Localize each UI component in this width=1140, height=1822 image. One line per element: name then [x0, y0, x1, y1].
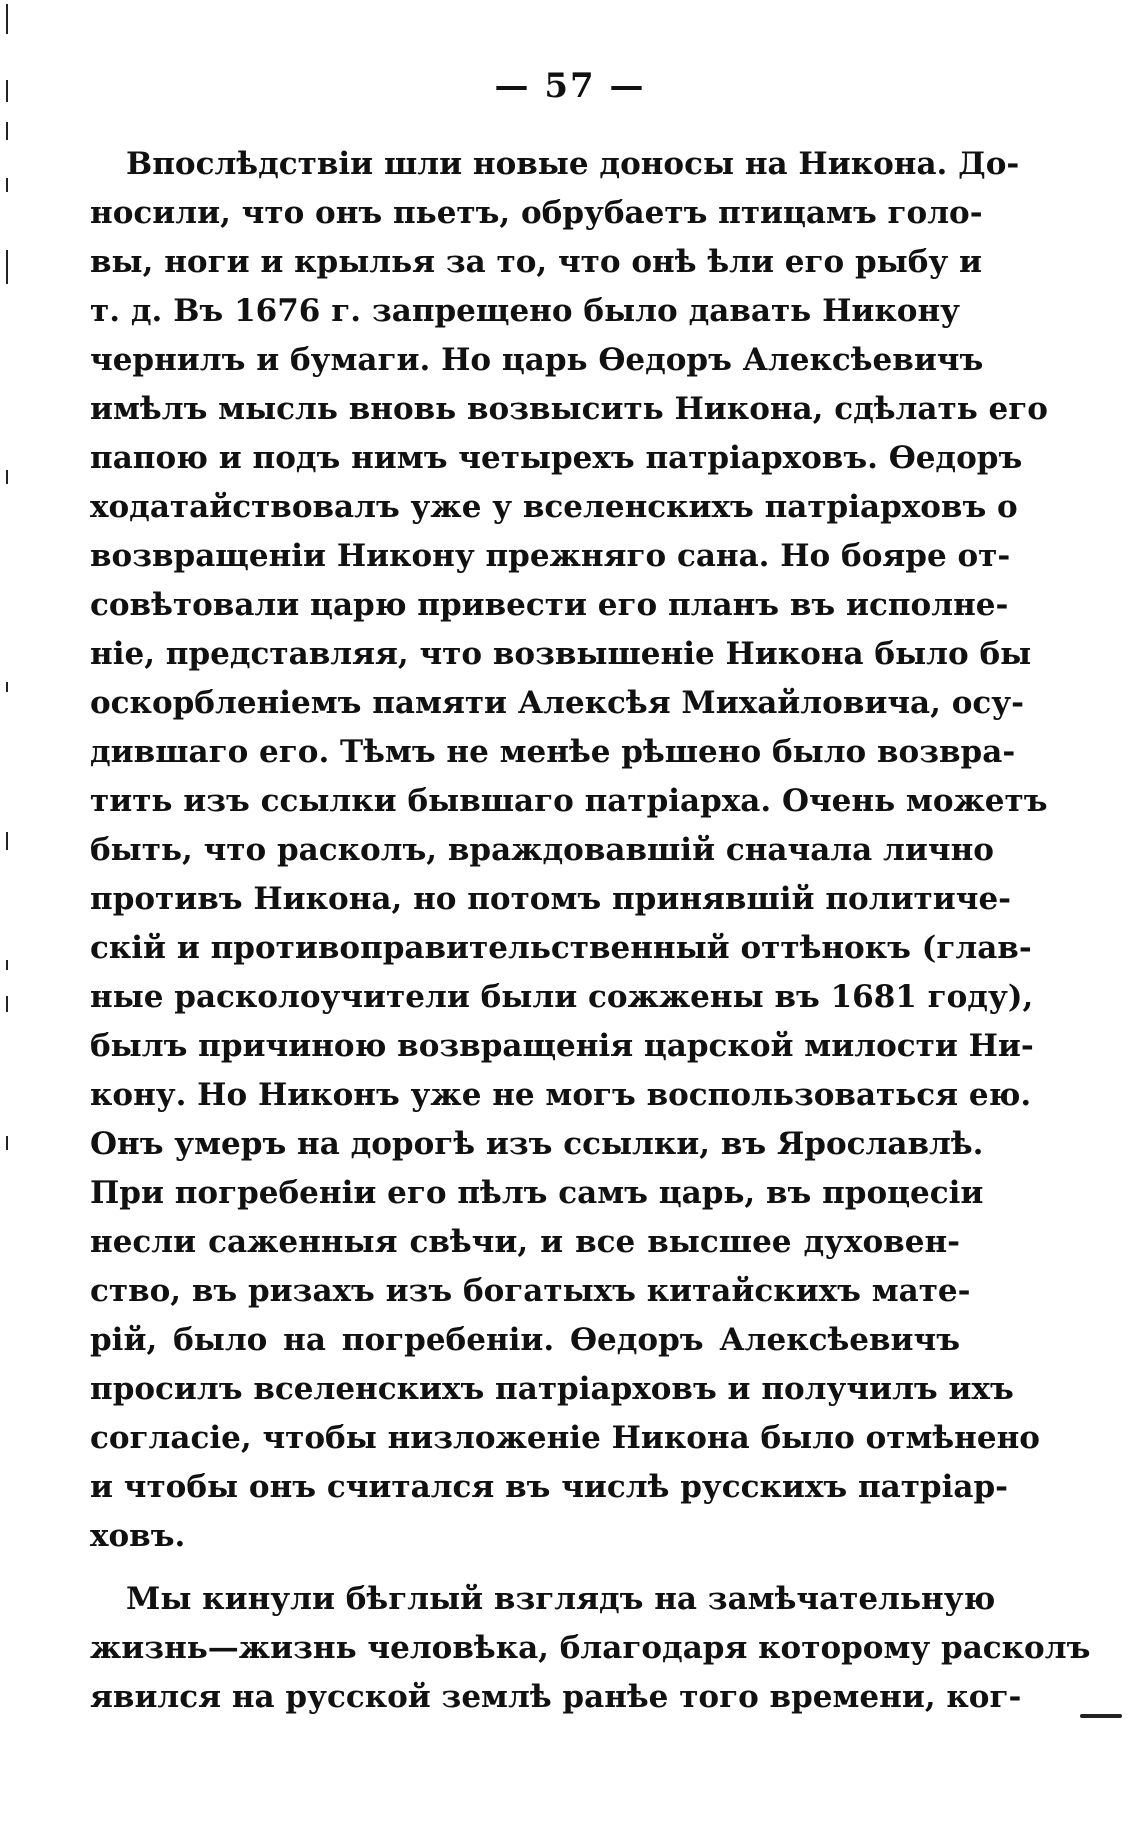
scan-mark [6, 682, 8, 692]
page-number: — 57 — [494, 66, 646, 106]
text-line: рій, было на погребеніи. Ѳедоръ Алексѣевичъ [90, 1322, 960, 1358]
text-line: возвращеніи Никону прежняго сана. Но бояре от- [90, 538, 1011, 574]
text-line: ные расколоучители были сожжены въ 1681 году), [90, 979, 1034, 1015]
text-line: и чтобы онъ считался въ числѣ русскихъ патріар- [90, 1469, 1009, 1505]
text-line: несли саженныя свѣчи, и все высшее духовен- [90, 1224, 960, 1260]
text-line: согласіе, чтобы низложеніе Никона было отмѣнено [90, 1420, 1040, 1456]
scan-margin-marks [0, 0, 20, 1822]
text-line: противъ Никона, но потомъ принявшій политиче- [90, 881, 1012, 917]
text-line: совѣтовали царю привести его планъ въ исполне- [90, 587, 1009, 623]
text-line: скій и противоправительственный оттѣнокъ (глав- [90, 930, 1032, 966]
text-line: жизнь—жизнь человѣка, благодаря которому расколъ [90, 1630, 1091, 1666]
text-line: былъ причиною возвращенія царской милости Ни- [90, 1028, 1034, 1064]
text-line: Впослѣдствіи шли новые доносы на Никона. До- [126, 146, 1020, 182]
text-line: вы, ноги и крылья за то, что онѣ ѣли его рыбу и [90, 244, 983, 280]
scan-mark [6, 996, 8, 1012]
text-line: ховъ. [90, 1518, 186, 1554]
text-line: оскорбленіемъ памяти Алексѣя Михайловича, осу- [90, 685, 1024, 721]
paragraph [90, 1575, 1091, 1722]
text-line: папою и подъ нимъ четырехъ патріарховъ. Ѳедоръ [90, 440, 1023, 476]
scan-mark [6, 1136, 8, 1150]
text-line: явился на русской землѣ ранѣе того времени, ког- [90, 1679, 1022, 1715]
text-line: чернилъ и бумаги. Но царь Ѳедоръ Алексѣевичъ [90, 342, 984, 378]
text-line: ніе, представляя, что возвышеніе Никона было бы [90, 636, 1032, 672]
scan-mark [6, 4, 8, 34]
text-line: ство, въ ризахъ изъ богатыхъ китайскихъ мате- [90, 1273, 971, 1309]
body-text [90, 140, 1091, 1722]
text-line: кону. Но Никонъ уже не могъ воспользоваться ею. [90, 1077, 1032, 1113]
text-line: Онъ умеръ на дорогѣ изъ ссылки, въ Ярославлѣ. [90, 1126, 984, 1162]
text-line: т. д. Въ 1676 г. запрещено было давать Никону [90, 293, 960, 329]
text-line: просилъ вселенскихъ патріарховъ и получилъ ихъ [90, 1371, 1014, 1407]
text-line: дившаго его. Тѣмъ не менѣе рѣшено было возвра- [90, 734, 1016, 770]
text-line: При погребеніи его пѣлъ самъ царь, въ процесіи [90, 1175, 984, 1211]
text-line: быть, что расколъ, враждовавшій сначала лично [90, 832, 994, 868]
scan-mark [6, 250, 8, 284]
scan-mark [6, 178, 8, 192]
scan-mark [6, 832, 8, 850]
scan-mark [6, 960, 8, 970]
scan-mark [6, 470, 8, 484]
text-line: имѣлъ мысль вновь возвысить Никона, сдѣлать его [90, 391, 1048, 427]
paragraph [90, 140, 1048, 1561]
scan-edge-mark [1080, 1714, 1122, 1718]
text-line: ходатайствовалъ уже у вселенскихъ патріарховъ о [90, 489, 1018, 525]
text-line: носили, что онъ пьетъ, обрубаетъ птицамъ голо- [90, 195, 983, 231]
scan-mark [6, 122, 8, 140]
text-line: Мы кинули бѣглый взглядъ на замѣчательную [126, 1581, 996, 1617]
text-line: тить изъ ссылки бывшаго патріарха. Очень можетъ [90, 783, 1048, 819]
paragraph-gap [90, 1561, 960, 1575]
